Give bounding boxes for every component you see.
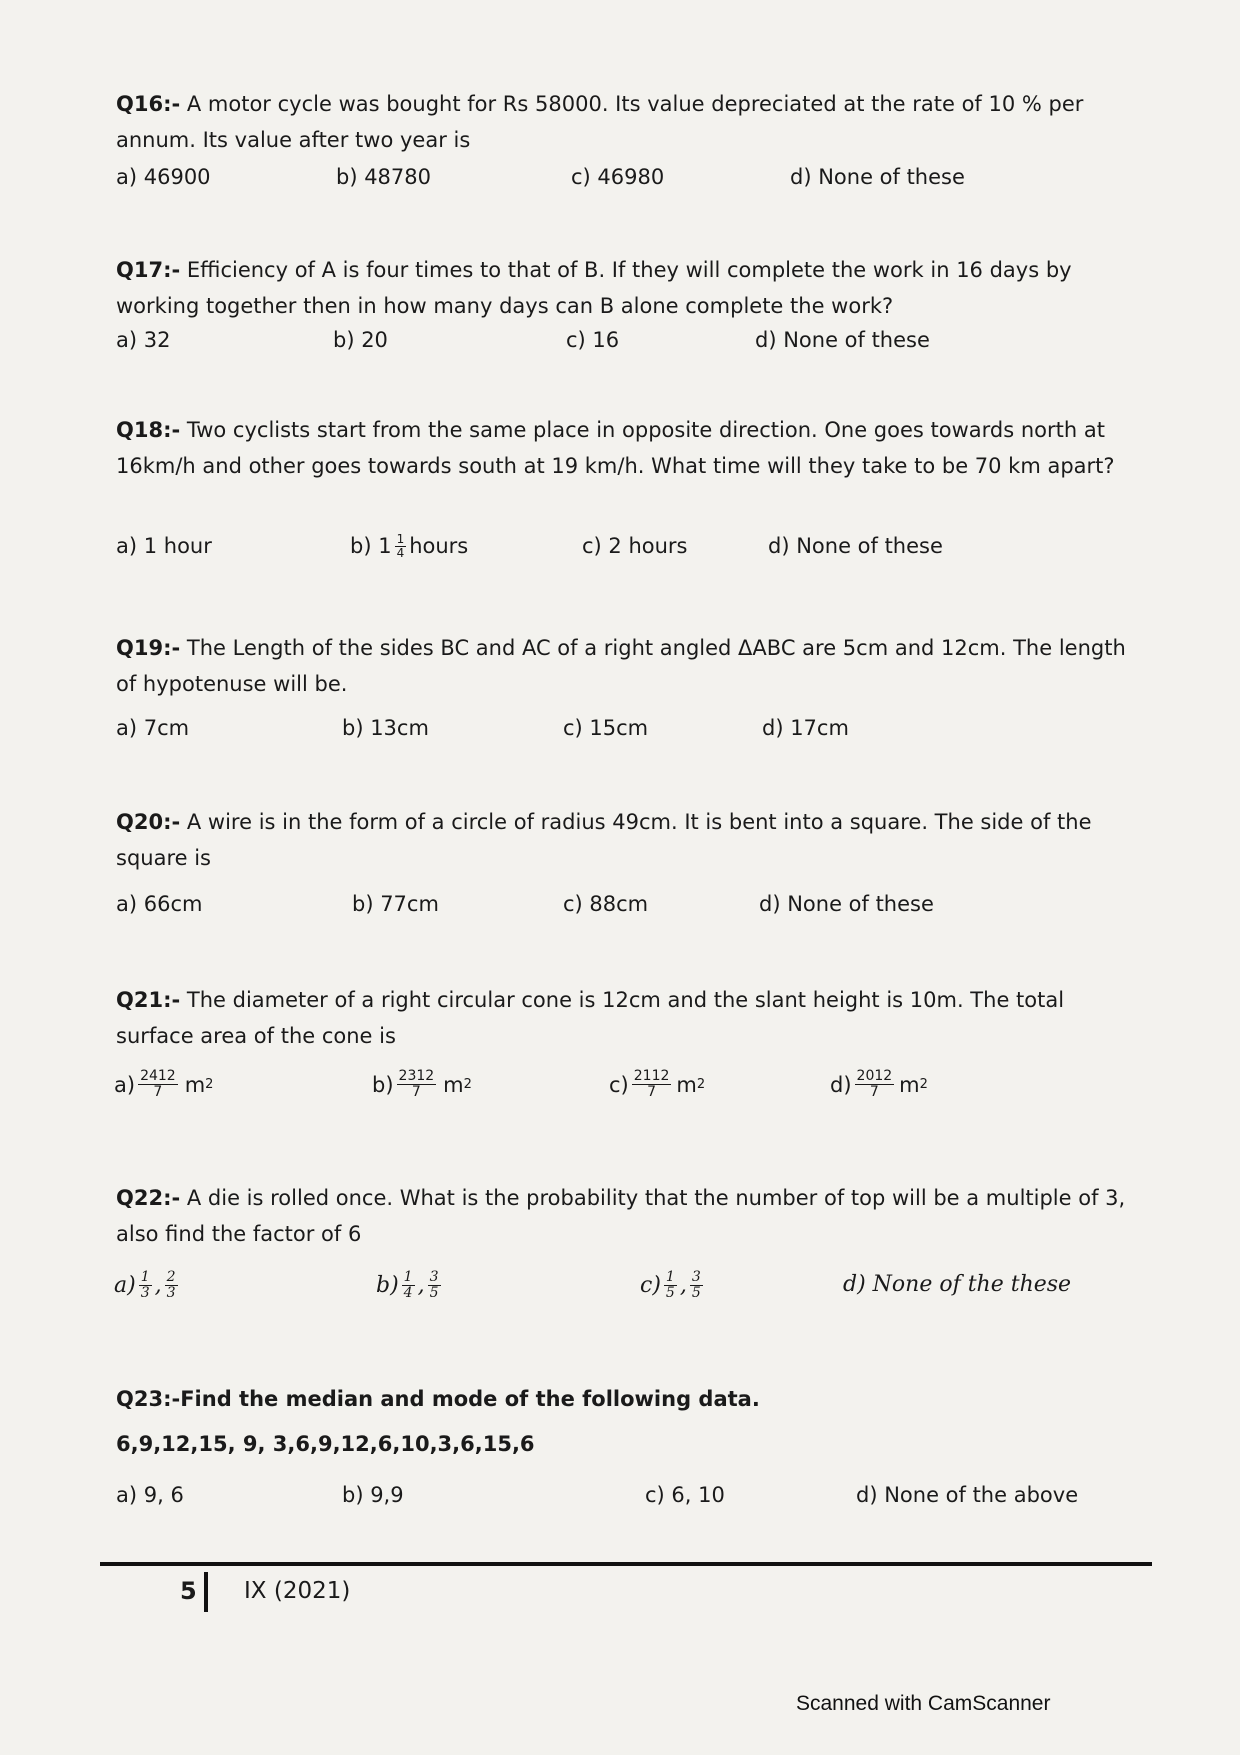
option-d: d) None of the these bbox=[843, 1272, 1072, 1297]
option-b: b) 9,9 bbox=[342, 1483, 404, 1507]
options-row bbox=[0, 325, 1240, 369]
option-c: c) 46980 bbox=[571, 165, 665, 189]
option-d: d) None of these bbox=[755, 328, 930, 352]
option-d: d) None of these bbox=[759, 892, 934, 916]
question-number: Q22:- bbox=[116, 1186, 181, 1210]
option-a: a) 7cm bbox=[116, 716, 190, 740]
question-number: Q17:- bbox=[116, 258, 181, 282]
option-b: b) 20 bbox=[333, 328, 388, 352]
option-c: c) 2 hours bbox=[582, 534, 688, 558]
fraction: $\frac{1}{4}$ bbox=[403, 1269, 413, 1301]
page-number: 5 bbox=[180, 1577, 197, 1605]
option-c: c) $\frac{1}{5}$ , $\frac{3}{5}$ bbox=[640, 1269, 701, 1301]
option-b: b) $\frac{2312}{7}$ m 2 bbox=[372, 1068, 472, 1100]
option-a: a) $\frac{2412}{7}$ m 2 bbox=[114, 1068, 214, 1100]
question-text: A die is rolled once. What is the probability that the number of top will be a multiple of 3, also find the factor of 6 bbox=[116, 1186, 1126, 1246]
option-b: b) $\frac{1}{4}$ , $\frac{3}{5}$ bbox=[376, 1269, 439, 1301]
question-number: Q21:- bbox=[116, 988, 181, 1012]
question-number: Q23:- bbox=[116, 1387, 181, 1411]
option-d: d) None of these bbox=[790, 165, 965, 189]
option-c: c) 16 bbox=[566, 328, 620, 352]
option-d: d) $\frac{2012}{7}$ m 2 bbox=[830, 1068, 928, 1100]
option-a: a) 9, 6 bbox=[116, 1483, 184, 1507]
fraction: $\frac{2312}{7}$ bbox=[398, 1068, 435, 1100]
question-number: Q16:- bbox=[116, 92, 181, 116]
page-separator bbox=[204, 1572, 208, 1612]
fraction: $\frac{3}{5}$ bbox=[691, 1269, 701, 1301]
scanner-watermark: Scanned with CamScanner bbox=[796, 1692, 1051, 1715]
option-a: a) 46900 bbox=[116, 165, 211, 189]
question-text: The diameter of a right circular cone is 12cm and the slant height is 10m. The total surface area of the cone is bbox=[116, 988, 1065, 1048]
option-a: a) $\frac{1}{3}$ , $\frac{2}{3}$ bbox=[114, 1269, 176, 1301]
fraction: $\frac{3}{5}$ bbox=[429, 1269, 439, 1301]
option-a: a) 32 bbox=[116, 328, 171, 352]
option-c: c) 15cm bbox=[563, 716, 649, 740]
question-text: A wire is in the form of a circle of radius 49cm. It is bent into a square. The side of the square is bbox=[116, 810, 1092, 870]
option-d: d) None of these bbox=[768, 534, 943, 558]
option-c: c) $\frac{2112}{7}$ m 2 bbox=[609, 1068, 706, 1100]
class-year: IX (2021) bbox=[244, 1578, 351, 1604]
option-a: a) 66cm bbox=[116, 892, 203, 916]
options-row bbox=[0, 713, 1240, 757]
question-number: Q18:- bbox=[116, 418, 181, 442]
data-values: 6,9,12,15, 9, 3,6,9,12,6,10,3,6,15,6 bbox=[116, 1432, 535, 1456]
fraction: $\frac{1}{5}$ bbox=[665, 1269, 675, 1301]
fraction: $\frac{2}{3}$ bbox=[166, 1269, 176, 1301]
fraction: $\frac{2412}{7}$ bbox=[140, 1068, 176, 1100]
footer-rule bbox=[100, 1562, 1152, 1566]
question-text: The Length of the sides BC and AC of a right angled ΔABC are 5cm and 12cm. The length of hypotenuse will be. bbox=[116, 636, 1126, 696]
fraction: $\frac{2112}{7}$ bbox=[633, 1068, 670, 1100]
fraction: $\frac{1}{3}$ bbox=[140, 1269, 150, 1301]
option-d: d) None of the above bbox=[856, 1483, 1079, 1507]
option-d: d) 17cm bbox=[762, 716, 849, 740]
question-number: Q19:- bbox=[116, 636, 181, 660]
options-row bbox=[0, 1480, 1240, 1524]
option-b: b) 77cm bbox=[352, 892, 439, 916]
option-c: c) 88cm bbox=[563, 892, 649, 916]
option-b: b) 48780 bbox=[336, 165, 432, 189]
options-row bbox=[0, 889, 1240, 933]
question-text: Efficiency of A is four times to that of B. If they will complete the work in 16 days by working together then in how many days can B alone complete the work? bbox=[116, 258, 1072, 318]
fraction: $\frac{1}{4}$ bbox=[396, 531, 405, 560]
question-number: Q20:- bbox=[116, 810, 181, 834]
option-b: b) 13cm bbox=[342, 716, 429, 740]
option-c: c) 6, 10 bbox=[645, 1483, 725, 1507]
question-text: A motor cycle was bought for Rs 58000. Its value depreciated at the rate of 10 % per annum. Its value after two year is bbox=[116, 92, 1084, 152]
options-row bbox=[0, 162, 1240, 206]
options-row bbox=[0, 1069, 1240, 1113]
fraction: $\frac{2012}{7}$ bbox=[856, 1068, 893, 1100]
question-text: Find the median and mode of the following data. bbox=[180, 1387, 760, 1411]
option-b: b) 1 $\frac{1}{4}$ hours bbox=[350, 531, 469, 560]
option-a: a) 1 hour bbox=[116, 534, 212, 558]
question-text: Two cyclists start from the same place in opposite direction. One goes towards north at 16km/h and other goes towards south at 19 km/h. What time will they take to be 70 km apart? bbox=[116, 418, 1115, 478]
options-row bbox=[0, 1270, 1240, 1314]
options-row bbox=[0, 531, 1240, 575]
